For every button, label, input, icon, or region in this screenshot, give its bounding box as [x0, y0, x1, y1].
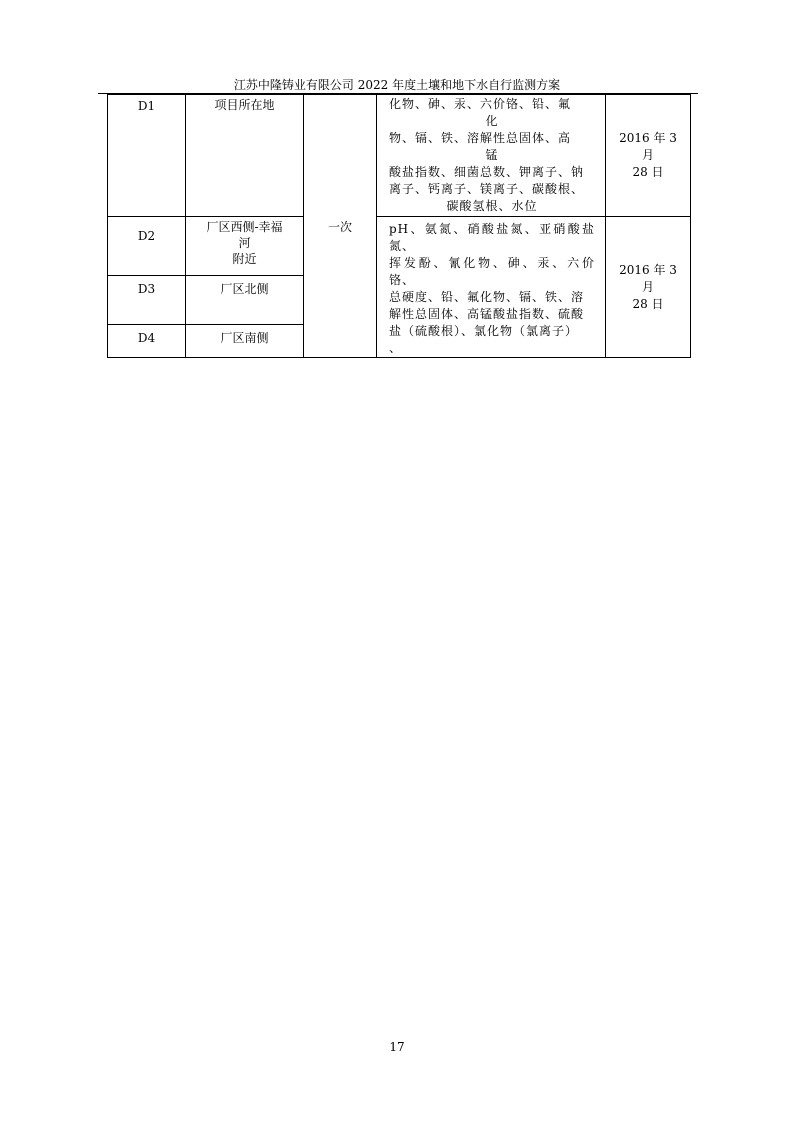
page-number: 17: [389, 1040, 405, 1054]
location-line: 河: [238, 236, 251, 250]
items-cell: [377, 217, 606, 358]
items-line: 解性总固体、高锰酸盐指数、硫酸: [389, 307, 585, 321]
date-cell: [606, 217, 691, 358]
location-line: 附近: [232, 252, 257, 266]
page-header: 江苏中隆铸业有限公司 2022 年度土壤和地下水自行监测方案: [233, 78, 561, 92]
well-id-cell: [108, 217, 186, 276]
table-row: [108, 217, 691, 276]
monitoring-table: [107, 94, 691, 358]
well-id-cell: [108, 276, 186, 324]
items-line: 酸盐指数、细菌总数、钾离子、钠: [389, 165, 585, 179]
items-line: pH、氨氮、硝酸盐氮、亚硝酸盐氮、: [389, 222, 595, 253]
items-line: 物、镉、铁、溶解性总固体、高: [389, 131, 572, 145]
well-id: D4: [137, 330, 156, 345]
items-line: 碳酸氢根、水位: [446, 199, 538, 213]
well-id: D3: [137, 282, 156, 297]
location: 厂区南侧: [220, 330, 269, 345]
date-line: 月: [641, 279, 654, 294]
frequency: 一次: [327, 219, 352, 234]
items-line: 挥发酚、氰化物、砷、汞、六价铬、: [389, 256, 595, 287]
date-line: 2016 年 3: [619, 131, 677, 145]
location-cell: [186, 324, 304, 357]
monitoring-items: [377, 217, 605, 357]
items-line: 总硬度、铅、氟化物、镉、铁、溶: [389, 290, 585, 304]
items-line: 化: [485, 114, 499, 128]
items-line: 、: [389, 341, 403, 355]
date-cell: [606, 95, 691, 217]
well-id: D2: [137, 229, 156, 243]
well-id-cell: [108, 95, 186, 217]
location: 项目所在地: [214, 98, 275, 112]
date-line: 2016 年 3: [619, 262, 677, 277]
well-id-cell: [108, 324, 186, 357]
items-line: 锰: [485, 148, 499, 162]
table-row: [108, 95, 691, 217]
location-cell: [186, 276, 304, 324]
location-line: 厂区西侧-幸福: [206, 220, 283, 234]
location-cell: [186, 95, 304, 217]
items-line: 盐（硫酸根）、氯化物（氯离子）: [389, 324, 579, 338]
monitoring-items: [377, 95, 605, 215]
items-cell: [377, 95, 606, 217]
location: 厂区北侧: [220, 282, 269, 297]
date-line: 28 日: [632, 296, 664, 311]
date-line: 28 日: [632, 165, 664, 179]
frequency-cell: [304, 95, 377, 358]
date-line: 月: [641, 148, 654, 162]
well-id: D1: [137, 99, 156, 113]
items-line: 离子、钙离子、镁离子、碳酸根、: [389, 182, 585, 196]
items-line: 化物、砷、汞、六价铬、铅、氟: [389, 97, 572, 111]
location-cell: [186, 217, 304, 276]
